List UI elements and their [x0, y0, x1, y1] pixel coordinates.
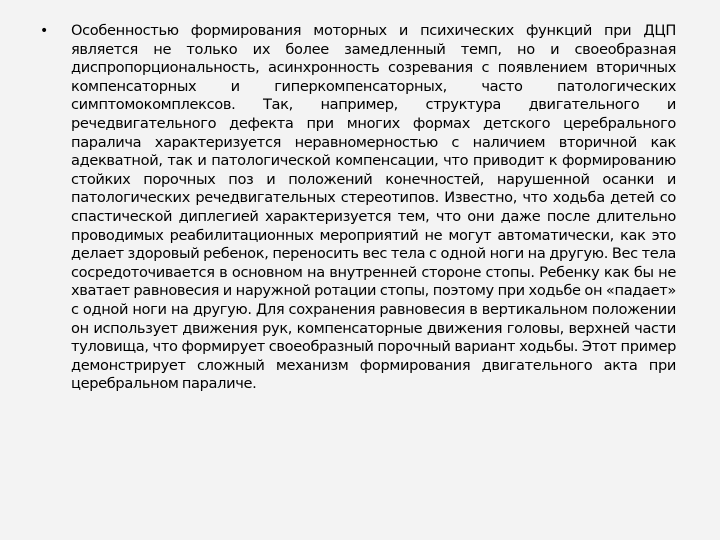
- bullet-item: [40, 22, 676, 394]
- bullet-marker: •: [40, 23, 49, 39]
- body-paragraph: Особенностью формирования моторных и психических функций при ДЦП является не только их более замедленный темп, но и своеобразная диспропорциональность, асинхронность созревания с появлением вторичных компенсаторных и гиперкомпенсаторных, часто патологических симптомокомплексов. Так, например, структура двигательного и речедвигательного дефекта при многих формах детского церебрального паралича характеризуется неравномерностью с наличием вторичной как адекватной, так и патологической компенсации, что приводит к формированию стойких порочных поз и положений конечностей, нарушенной осанки и патологических речедвигательных стереотипов. Известно, что ходьба детей со спастической диплегией характеризуется тем, что они даже после длительно проводимых реабилитационных мероприятий не могут автоматически, как это делает здоровый ребенок, переносить вес тела с одной ноги на другую. Вес тела сосредоточивается в основном на внутренней стороне стопы. Ребенку как бы не хватает равновесия и наружной ротации стопы, поэтому при ходьбе он «падает» с одной ноги на другую. Для сохранения равновесия в вертикальном положении он использует движения рук, компенсаторные движения головы, верхней части туловища, что формирует своеобразный порочный вариант ходьбы. Этот пример демонстрирует сложный механизм формирования двигательного акта при церебральном параличе.: [71, 22, 676, 393]
